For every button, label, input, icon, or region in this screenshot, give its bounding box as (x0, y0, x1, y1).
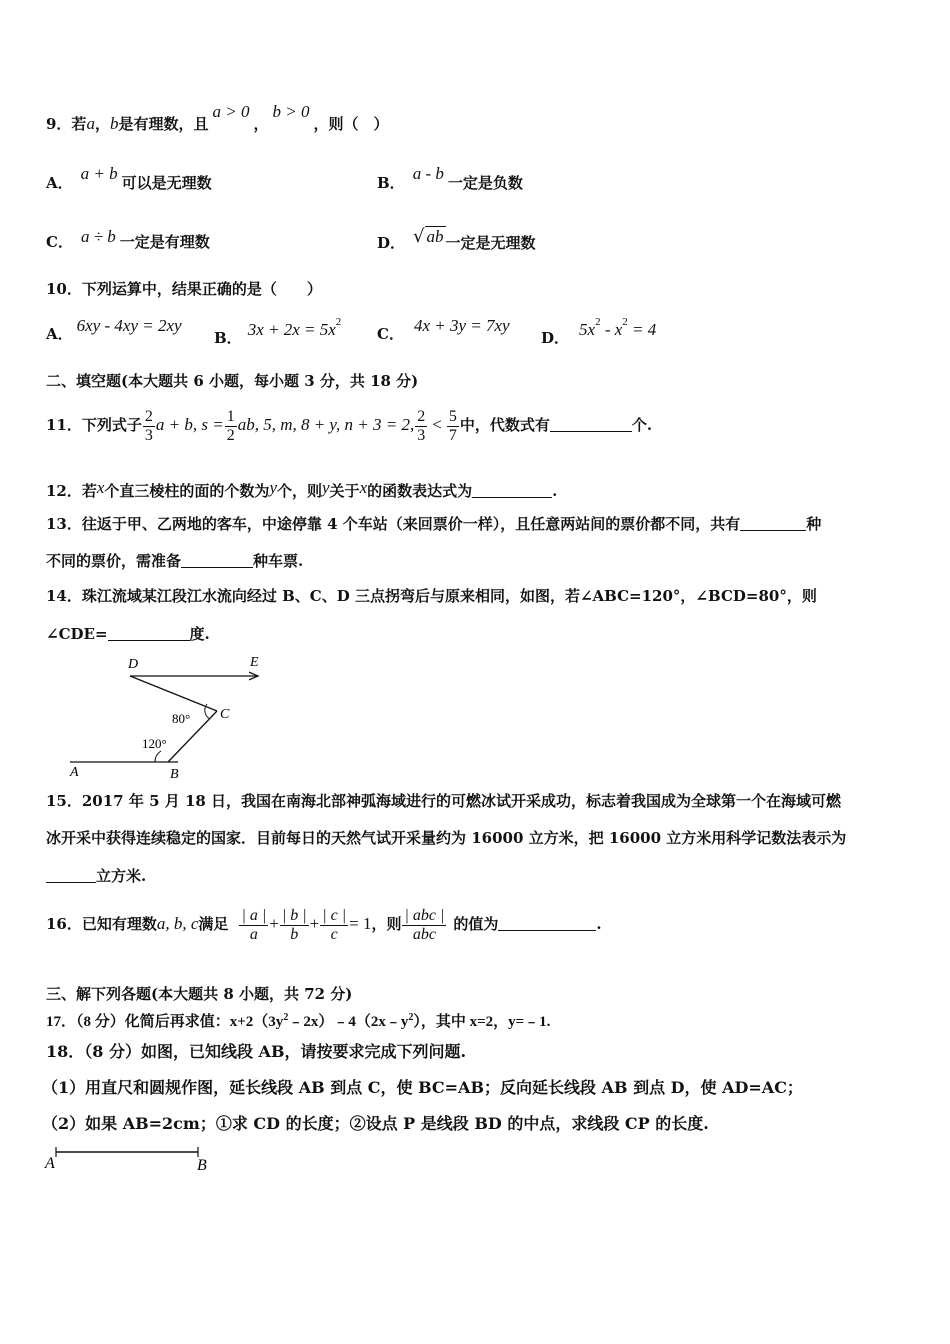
answer-blank[interactable] (46, 866, 96, 883)
q10-stem: 10．下列运算中，结果正确的是（ ） (46, 280, 322, 298)
label-b: B (170, 767, 179, 782)
fraction: $\frac{2}{3}$ (144, 407, 153, 444)
section-title-fill-blank: 二、填空题(本大题共 6 小题，每小题 3 分，共 18 分) (46, 372, 419, 390)
q9-option-d: D． √ ab 一定是无理数 (377, 226, 536, 252)
angle-label-c: 80° (172, 711, 191, 726)
q14-line1: 14．珠江流域某江段江水流向经过 B、C、D 三点拐弯后与原来相同，如图，若∠ABC=120°，∠BCD=80°，则 (46, 587, 817, 605)
answer-blank[interactable] (550, 415, 632, 432)
q10-option-a: A． 6xy - 4xy = 2xy (46, 316, 182, 343)
fraction: $\frac{| b |}{b}$ (281, 906, 307, 943)
answer-blank[interactable] (740, 514, 806, 531)
fraction: $\frac{\text{| abc |}}{\text{abc}}$ (404, 906, 445, 943)
q15-line3: 立方米. (46, 866, 146, 886)
q12-stem: 12．若x个直三棱柱的面的个数为y个，则y关于x的函数表达式为 . (46, 478, 558, 500)
q15-line2: 冰开采中获得连续稳定的国家．目前每日的天然气试开采量约为 16000 立方米，把 16000 立方米用科学记数法表示为 (46, 829, 847, 847)
answer-blank[interactable] (108, 624, 190, 641)
angle-arc-b (155, 751, 161, 762)
fraction: $\frac{5}{7}$ (448, 407, 457, 444)
q9-option-b: B． a - b 一定是负数 (377, 164, 523, 192)
answer-blank[interactable] (498, 914, 596, 931)
angle-label-b: 120° (142, 736, 167, 751)
river-angle-figure (60, 648, 280, 783)
label-c: C (220, 707, 230, 722)
answer-blank[interactable] (472, 481, 552, 498)
label-a: A (45, 1155, 55, 1172)
section-title-solve: 三、解下列各题(本大题共 8 小题，共 72 分) (46, 985, 353, 1003)
q18-line3: （2）如果 AB=2cm；①求 CD 的长度；②设点 P 是线段 BD 的中点，求线段 CP 的长度. (42, 1114, 709, 1133)
q18-line1: 18．（8 分）如图，已知线段 AB，请按要求完成下列问题. (46, 1042, 467, 1061)
label-b: B (197, 1157, 207, 1174)
angle-arc-c (205, 704, 210, 719)
q13-line2: 不同的票价，需准备 种车票. (46, 552, 304, 570)
q10-option-c: C． 4x + 3y = 7xy (377, 316, 510, 343)
label-e: E (250, 655, 259, 670)
segment-ab-figure (42, 1144, 222, 1176)
q10-option-b: B． $3x + 2x = 5x^2$ (214, 316, 342, 347)
label-d: D (128, 657, 139, 672)
fraction: $\frac{| a |}{a}$ (241, 906, 267, 943)
q9-stem: 9．若a，b是有理数，且a > 0，b > 0，则（ ） (46, 102, 389, 133)
q11-stem: 11．下列式子 $\frac{2}{3}$ a + b, s = $\frac{1}{2}$ ab, 5, m, 8 + y, n + 3 = 2, $\frac{2}{3}$ < $\frac{5}{7}$ 中，代数式有 个. (46, 407, 653, 444)
q15-line1: 15．2017 年 5 月 18 日，我国在南海北部神弧海域进行的可燃冰试开采成功，标志着我国成为全球第一个在海域可燃 (46, 792, 842, 810)
q9-option-a: A． a + b 可以是无理数 (46, 164, 212, 192)
q18-line2: （1）用直尺和圆规作图，延长线段 AB 到点 C，使 BC=AB；反向延长线段 AB 到点 D，使 AD=AC； (42, 1078, 803, 1097)
q14-line2: ∠CDE= 度. (46, 625, 210, 643)
q10-option-d: D． $5x^2 - x^2 = 4$ (541, 316, 657, 347)
q9-option-c: C． a ÷ b 一定是有理数 (46, 227, 210, 251)
label-a: A (70, 765, 79, 780)
q16-stem: 16．已知有理数a, b, c满足 $\frac{| a |}{a}$ + $\frac{| b |}{b}$ + $\frac{| c |}{c}$ = 1，则 $\frac{\text{| abc |}}{\text{abc}}$ 的值为 . (46, 906, 602, 943)
fraction: $\frac{2}{3}$ (417, 407, 426, 444)
fraction: $\frac{| c |}{c}$ (322, 906, 347, 943)
fraction: $\frac{1}{2}$ (226, 407, 235, 444)
sqrt-sign-icon: √ (413, 226, 425, 247)
q13-line1: 13．往返于甲、乙两地的客车，中途停靠 4 个车站（来回票价一样），且任意两站间的票价都不同，共有 种 (46, 515, 822, 533)
q17-stem: 17．（8 分）化简后再求值：$x+2(3y^2﹣2x)﹣4(2x﹣y^2)$，其中 x=2，y=﹣1. (46, 1012, 551, 1030)
segment-cd (130, 676, 217, 711)
answer-blank[interactable] (181, 551, 253, 568)
